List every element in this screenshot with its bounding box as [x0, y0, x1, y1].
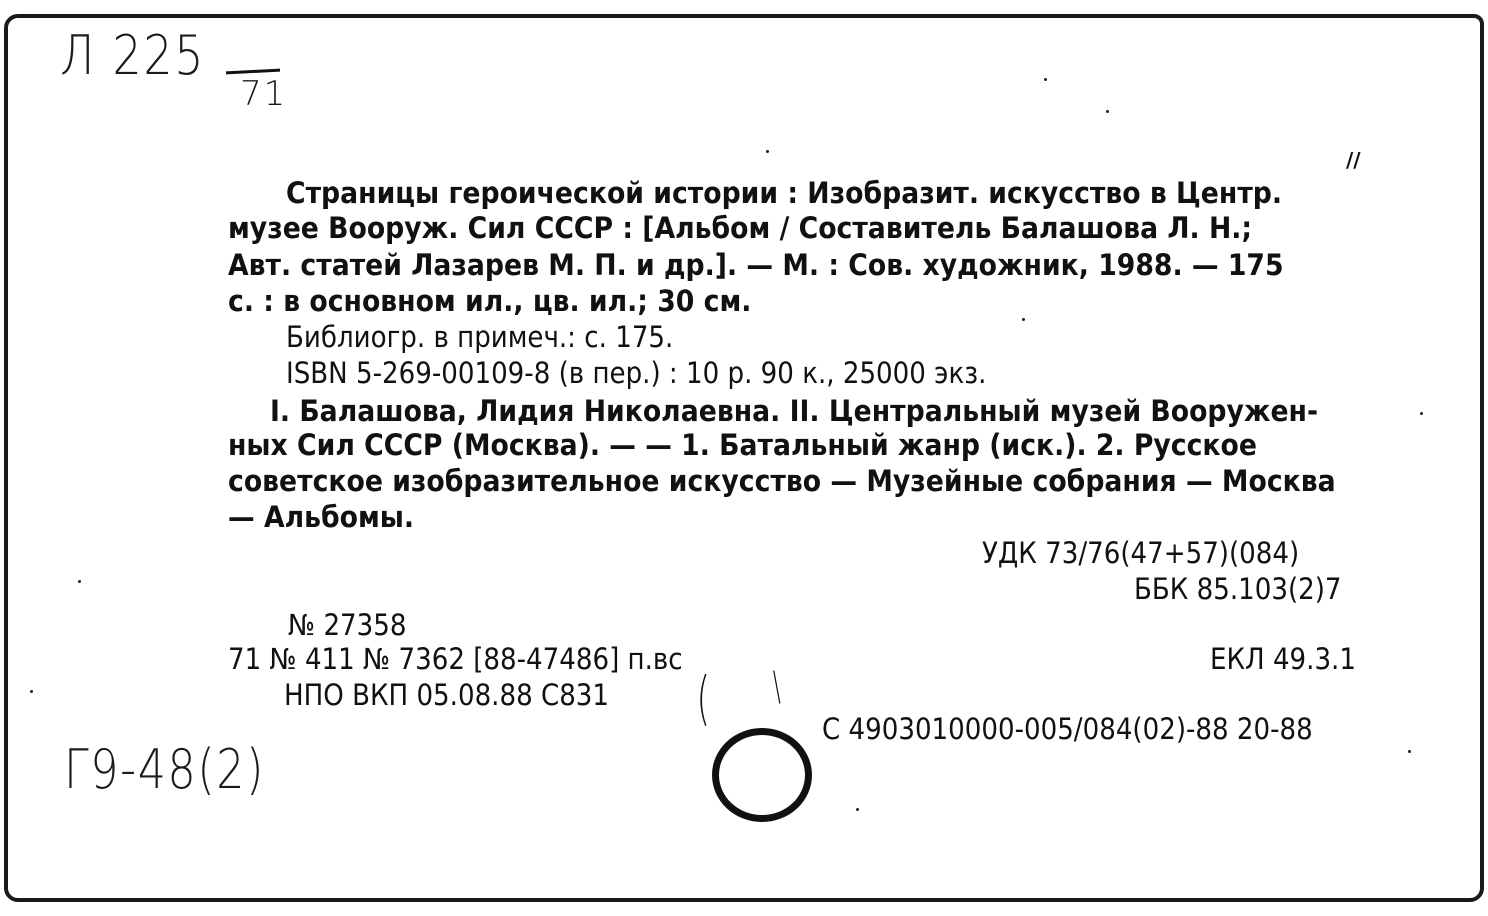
stamp-left-paren-icon: (	[696, 664, 711, 732]
card-number: № 27358	[288, 608, 407, 642]
circle-stamp-icon	[712, 728, 812, 822]
handwritten-shelf-fraction: 71	[240, 74, 288, 114]
handwritten-shelf-number: Л 225	[60, 24, 206, 87]
speck	[1044, 78, 1047, 81]
product-code: С 4903010000-005/084(02)-88 20-88	[822, 712, 1313, 746]
handwritten-code: Г9-48(2)	[64, 738, 266, 801]
index-line-1: I. Балашова, Лидия Николаевна. II. Центральный музей Вооружен-	[270, 394, 1319, 428]
isbn-line: ISBN 5-269-00109-8 (в пер.) : 10 р. 90 к., 25000 экз.	[286, 356, 987, 390]
stamp-right-paren-icon: \	[772, 664, 781, 710]
speck	[856, 808, 859, 811]
index-line-3: советское изобразительное искусство — Музейные собрания — Москва	[228, 464, 1336, 498]
index-line-4: — Альбомы.	[228, 500, 415, 534]
speck	[1022, 318, 1025, 321]
speck	[1106, 110, 1109, 113]
speck	[30, 690, 33, 693]
index-line-2: ных Сил СССР (Москва). — — 1. Батальный жанр (иск.). 2. Русское	[228, 428, 1257, 462]
entry-title-line-4: с. : в основном ил., цв. ил.; 30 см.	[228, 284, 752, 318]
bibliography-note: Библиогр. в примеч.: с. 175.	[286, 320, 674, 354]
speck	[1420, 412, 1423, 415]
speck	[766, 150, 769, 153]
entry-title-line-2: музее Вооруж. Сил СССР : [Альбом / Составитель Балашова Л. Н.;	[228, 211, 1253, 245]
speck	[1408, 750, 1411, 753]
npo-line: НПО ВКП 05.08.88 С831	[284, 678, 610, 712]
entry-title-line-3: Авт. статей Лазарев М. П. и др.]. — М. : Сов. художник, 1988. — 175	[228, 248, 1284, 282]
ekl-code: ЕКЛ 49.3.1	[1210, 642, 1356, 676]
corner-mark: //	[1346, 148, 1361, 172]
order-numbers: 71 № 411 № 7362 [88-47486] п.вс	[228, 642, 683, 676]
bbk-code: ББК 85.103(2)7	[1134, 572, 1342, 606]
entry-title-line-1: Страницы героической истории : Изобразит. искусство в Центр.	[286, 176, 1283, 210]
speck	[78, 580, 81, 583]
udk-code: УДК 73/76(47+57)(084)	[982, 536, 1300, 570]
